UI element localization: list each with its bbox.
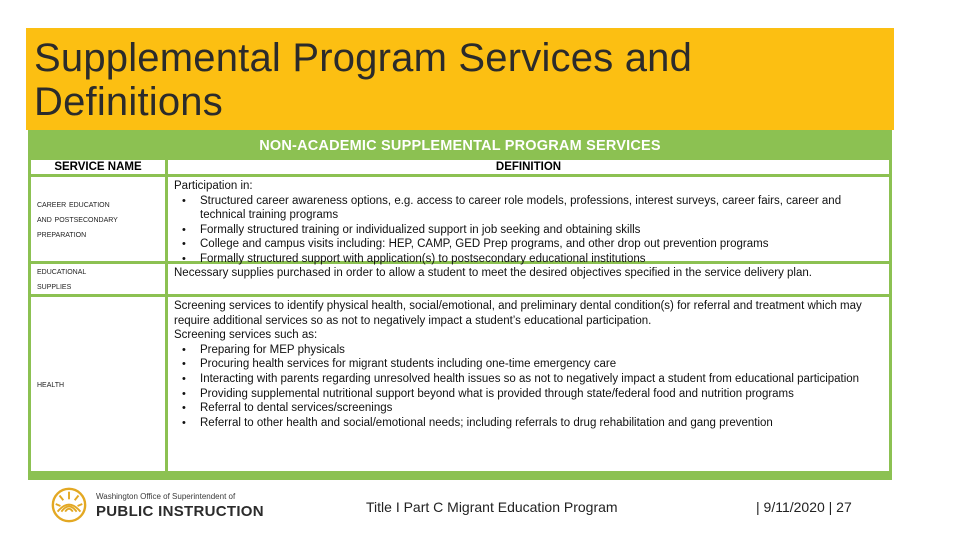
table-row <box>31 177 889 265</box>
definition-cell <box>168 177 889 265</box>
table-header-row <box>31 160 889 174</box>
slide-title: Supplemental Program Services and Definitions <box>34 36 693 124</box>
definition-intro: Screening services to identify physical health, social/emotional, and preliminary dental condition(s) for referral and treatment which may require additional services so as not to negatively impact a student’s educational participation. <box>174 300 862 327</box>
table-title: NON-ACADEMIC SUPPLEMENTAL PROGRAM SERVICES <box>31 133 889 160</box>
title-band <box>26 28 894 130</box>
footer-program: Title I Part C Migrant Education Program <box>366 499 618 515</box>
service-name-cell <box>31 297 165 471</box>
table-row <box>31 297 889 471</box>
service-name-line: supplies <box>37 281 72 292</box>
definition-cell <box>168 297 889 471</box>
list-item: • Formally structured support with application(s) to postsecondary educational institutions <box>200 252 883 267</box>
service-name-line: career education <box>37 198 110 210</box>
service-name-line: health <box>37 378 65 390</box>
definition-bullets <box>174 194 883 267</box>
definition-cell <box>168 264 889 294</box>
list-item: • Preparing for MEP physicals <box>200 343 883 358</box>
header-definition: DEFINITION <box>168 160 889 174</box>
service-name-line: and postsecondary <box>37 213 118 225</box>
definition-intro: Necessary supplies purchased in order to allow a student to meet the desired objectives specified in the service delivery plan. <box>174 267 812 279</box>
definition-intro-2: Screening services such as: <box>174 329 318 342</box>
definition-intro: Participation in: <box>174 180 253 192</box>
header-service-name: SERVICE NAME <box>31 160 165 174</box>
table-row <box>31 264 889 294</box>
service-name-cell <box>31 264 165 294</box>
list-item: • Providing supplemental nutritional support beyond what is provided through state/federal food and nutrition programs <box>200 387 883 402</box>
list-item: • College and campus visits including: HEP, CAMP, GED Prep programs, and other drop out prevention programs <box>200 237 883 252</box>
list-item: • Structured career awareness options, e.g. access to career role models, professions, interest surveys, career fairs, career and technical training programs <box>200 194 883 223</box>
services-table <box>28 130 892 480</box>
list-item: • Referral to other health and social/emotional needs; including referrals to drug rehabilitation and gang prevention <box>200 416 883 431</box>
ospi-logo <box>50 486 280 526</box>
logo-title: PUBLIC INSTRUCTION <box>96 503 264 520</box>
list-item: • Formally structured training or individualized support in job seeking and obtaining skills <box>200 223 883 238</box>
logo-subtitle: Washington Office of Superintendent of <box>96 492 236 501</box>
definition-bullets <box>174 343 883 431</box>
service-name-line: educational <box>37 266 87 277</box>
list-item: • Referral to dental services/screenings <box>200 401 883 416</box>
list-item: • Procuring health services for migrant students including one-time emergency care <box>200 357 883 372</box>
service-name-cell <box>31 177 165 261</box>
service-name-line: preparation <box>37 228 87 240</box>
ospi-sun-logo-icon <box>50 486 88 524</box>
list-item: • Interacting with parents regarding unresolved health issues so as not to negatively impact a student from educational participation <box>200 372 883 387</box>
footer-date-page: | 9/11/2020 | 27 <box>756 499 852 515</box>
